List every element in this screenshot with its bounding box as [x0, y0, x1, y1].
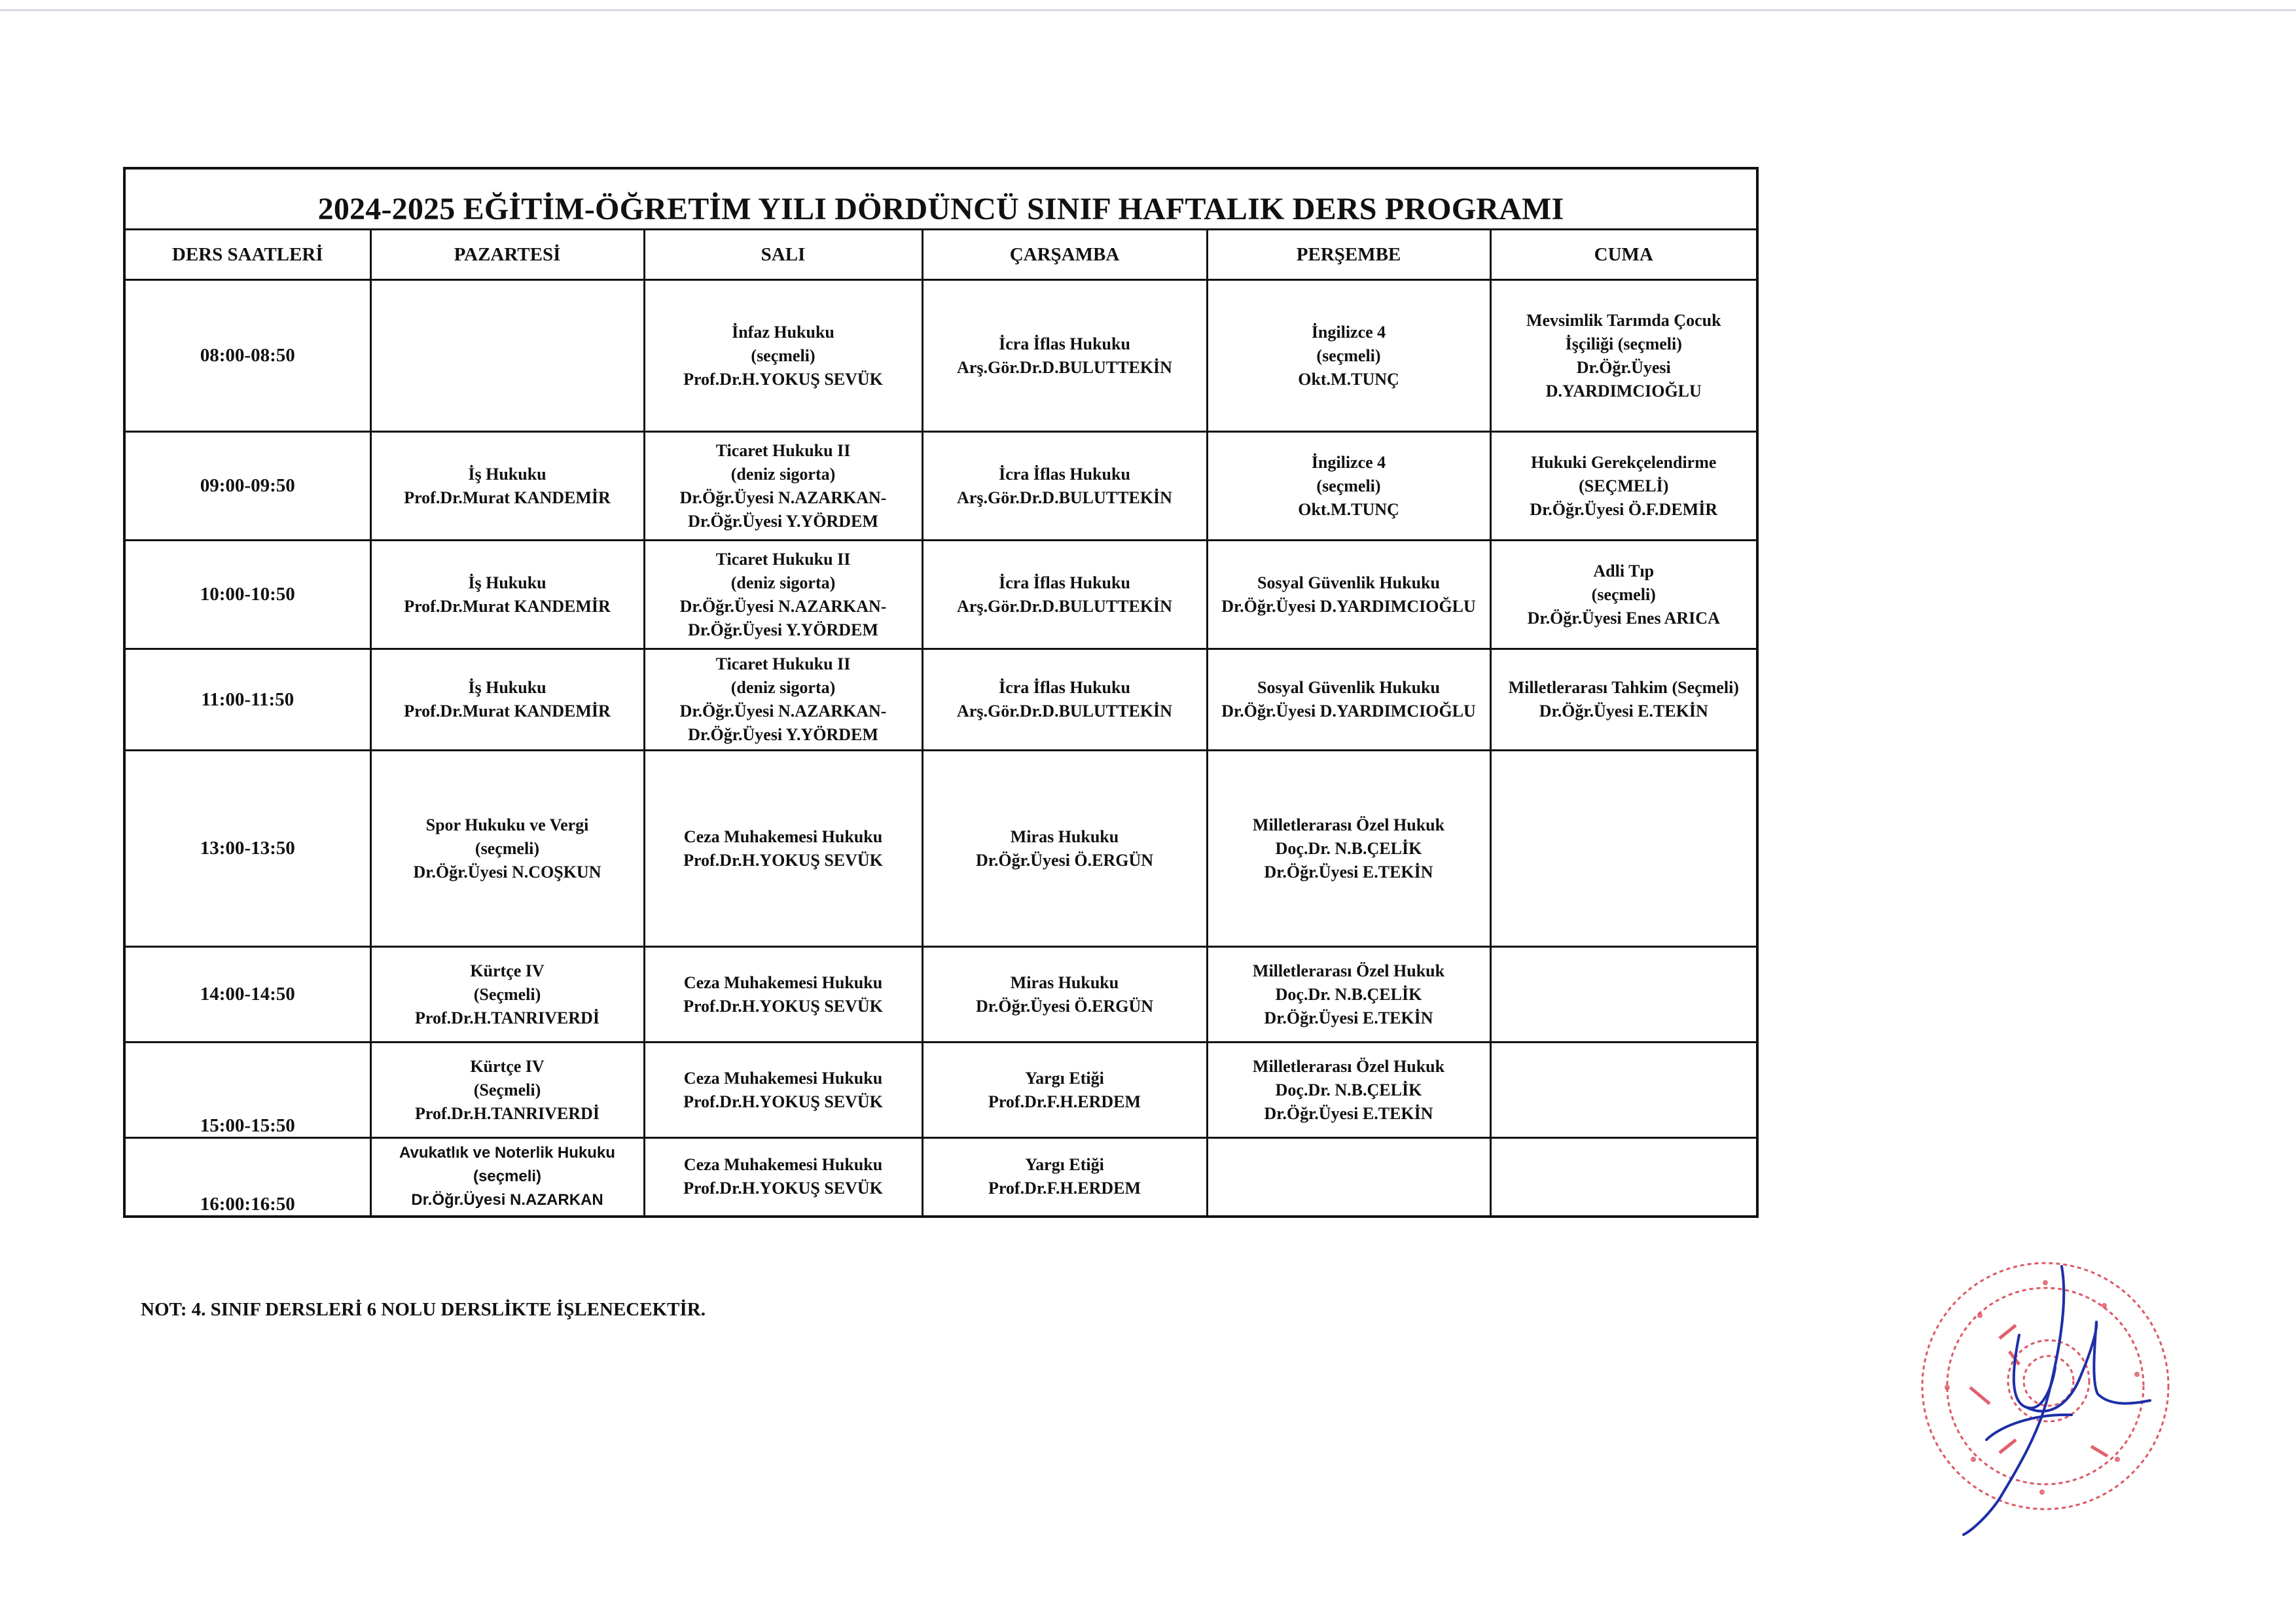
course-name: Ticaret Hukuku II: [715, 440, 851, 460]
course-cell-thursday: [1207, 947, 1490, 1043]
course-detail: Dr.Öğr.Üyesi E.TEKİN: [1264, 1103, 1433, 1123]
course-name: Yargı Etiği: [1025, 1068, 1104, 1088]
course-cell-tuesday: [644, 280, 922, 432]
official-seal-icon: [1901, 1243, 2196, 1544]
course-detail: Arş.Gör.Dr.D.BULUTTEKİN: [957, 357, 1172, 377]
course-detail: Prof.Dr.H.TANRIVERDİ: [415, 1008, 600, 1027]
course-detail: Dr.Öğr.Üyesi Ö.ERGÜN: [975, 996, 1154, 1016]
scan-top-edge: [0, 9, 2296, 11]
course-detail: Arş.Gör.Dr.D.BULUTTEKİN: [957, 702, 1172, 721]
course-cell-thursday: [1207, 280, 1490, 432]
course-name: Sosyal Güvenlik Hukuku: [1257, 573, 1440, 592]
course-detail: Prof.Dr.Murat KANDEMİR: [404, 488, 611, 507]
course-detail: Doç.Dr. N.B.ÇELİK: [1275, 838, 1422, 858]
course-name: Miras Hukuku: [1010, 972, 1119, 992]
course-cell-tuesday: [644, 649, 922, 751]
course-detail: (seçmeli): [473, 1168, 542, 1186]
course-cell-thursday: [1207, 541, 1490, 649]
course-name: İcra İflas Hukuku: [999, 464, 1130, 484]
course-cell-wednesday: [922, 432, 1207, 541]
course-detail: Prof.Dr.Murat KANDEMİR: [404, 596, 611, 616]
course-detail: (seçmeli): [751, 346, 816, 365]
header-wednesday: ÇARŞAMBA: [922, 230, 1207, 280]
course-name: İcra İflas Hukuku: [999, 334, 1130, 353]
course-detail: Doç.Dr. N.B.ÇELİK: [1275, 1080, 1422, 1099]
course-detail: Dr.Öğr.Üyesi N.AZARKAN-: [679, 596, 887, 616]
course-detail: Dr.Öğr.Üyesi N.AZARKAN-: [679, 488, 887, 507]
course-cell-thursday: [1207, 1138, 1490, 1217]
course-cell-monday: [370, 649, 644, 751]
course-detail: D.YARDIMCIOĞLU: [1545, 381, 1702, 401]
course-detail: (Seçmeli): [473, 1080, 541, 1099]
course-detail: Dr.Öğr.Üyesi N.COŞKUN: [413, 862, 601, 882]
course-cell-friday: [1490, 432, 1757, 541]
course-name: Milletlerarası Özel Hukuk: [1252, 815, 1445, 834]
course-name: Ticaret Hukuku II: [715, 654, 851, 673]
course-cell-tuesday: [644, 751, 922, 947]
course-cell-friday: [1490, 947, 1757, 1043]
course-cell-monday: [370, 1138, 644, 1217]
course-cell-wednesday: [922, 1043, 1207, 1138]
course-cell-wednesday: [922, 751, 1207, 947]
course-detail: Dr.Öğr.Üyesi Ö.ERGÜN: [975, 850, 1154, 870]
course-name: Kürtçe IV: [470, 1056, 545, 1076]
course-detail: Okt.M.TUNÇ: [1298, 499, 1399, 519]
course-cell-wednesday: [922, 947, 1207, 1043]
course-cell-thursday: [1207, 432, 1490, 541]
course-detail: Dr.Öğr.Üyesi N.AZARKAN-: [679, 702, 887, 721]
course-cell-monday: [370, 751, 644, 947]
schedule-title: 2024-2025 EĞİTİM-ÖĞRETİM YILI DÖRDÜNCÜ SINIF HAFTALIK DERS PROGRAMI: [124, 168, 1757, 230]
course-cell-wednesday: [922, 541, 1207, 649]
schedule-row: [124, 541, 1757, 649]
course-name: Yargı Etiği: [1025, 1155, 1104, 1175]
course-detail: Prof.Dr.H.YOKUŞ SEVÜK: [683, 369, 883, 389]
course-name: İngilizce 4: [1311, 452, 1386, 472]
course-name: Adli Tıp: [1593, 561, 1655, 580]
course-name: Hukuki Gerekçelendirme: [1531, 452, 1717, 472]
course-name: Milletlerarası Özel Hukuk: [1252, 1056, 1445, 1076]
course-detail: Arş.Gör.Dr.D.BULUTTEKİN: [957, 596, 1172, 616]
course-cell-wednesday: [922, 649, 1207, 751]
course-cell-friday: [1490, 1043, 1757, 1138]
course-detail: Dr.Öğr.Üyesi E.TEKİN: [1264, 862, 1433, 882]
course-detail: Okt.M.TUNÇ: [1298, 369, 1399, 389]
header-time: DERS SAATLERİ: [124, 230, 370, 280]
course-name: İcra İflas Hukuku: [999, 573, 1130, 592]
course-name: İcra İflas Hukuku: [999, 678, 1130, 697]
course-detail: Dr.Öğr.Üyesi D.YARDIMCIOĞLU: [1221, 702, 1476, 721]
schedule-row: [124, 947, 1757, 1043]
course-name: Milletlerarası Özel Hukuk: [1252, 961, 1445, 980]
course-name: İnfaz Hukuku: [732, 322, 834, 342]
time-slot: 13:00-13:50: [124, 751, 370, 947]
time-slot: 09:00-09:50: [124, 432, 370, 541]
header-row: [124, 230, 1757, 280]
course-detail: Dr.Öğr.Üyesi Ö.F.DEMİR: [1530, 499, 1718, 519]
course-detail: (deniz sigorta): [730, 464, 836, 484]
time-slot: 15:00-15:50: [124, 1043, 370, 1138]
classroom-note: NOT: 4. SINIF DERSLERİ 6 NOLU DERSLİKTE İŞLENECEKTİR.: [141, 1299, 706, 1320]
course-detail: Doç.Dr. N.B.ÇELİK: [1275, 984, 1422, 1004]
header-thursday: PERŞEMBE: [1207, 230, 1490, 280]
time-slot: 10:00-10:50: [124, 541, 370, 649]
schedule-row: [124, 432, 1757, 541]
course-cell-wednesday: [922, 1138, 1207, 1217]
time-slot: 11:00-11:50: [124, 649, 370, 751]
course-detail: Prof.Dr.F.H.ERDEM: [988, 1092, 1141, 1111]
course-cell-thursday: [1207, 649, 1490, 751]
course-detail: Prof.Dr.H.YOKUŞ SEVÜK: [683, 850, 883, 870]
course-detail: (deniz sigorta): [730, 573, 836, 592]
course-detail: Dr.Öğr.Üyesi E.TEKİN: [1264, 1008, 1433, 1027]
schedule-row: [124, 1043, 1757, 1138]
course-detail: Dr.Öğr.Üyesi Y.YÖRDEM: [688, 725, 878, 744]
course-cell-friday: [1490, 649, 1757, 751]
course-detail: Prof.Dr.H.YOKUŞ SEVÜK: [683, 1179, 883, 1198]
course-detail: Prof.Dr.H.YOKUŞ SEVÜK: [683, 1092, 883, 1111]
course-detail: Prof.Dr.F.H.ERDEM: [988, 1179, 1141, 1198]
course-detail: Prof.Dr.Murat KANDEMİR: [404, 702, 611, 721]
course-name: Sosyal Güvenlik Hukuku: [1257, 678, 1440, 697]
course-name: İş Hukuku: [468, 678, 547, 697]
course-name: Milletlerarası Tahkim (Seçmeli): [1508, 678, 1739, 697]
schedule-row: [124, 751, 1757, 947]
course-name: İş Hukuku: [468, 573, 547, 592]
course-name: Mevsimlik Tarımda Çocuk: [1526, 310, 1721, 330]
course-cell-monday: [370, 541, 644, 649]
course-detail: Dr.Öğr.Üyesi E.TEKİN: [1539, 702, 1708, 721]
course-detail: (seçmeli): [1591, 584, 1656, 604]
course-detail: Dr.Öğr.Üyesi: [1576, 357, 1671, 377]
course-detail: (seçmeli): [475, 838, 540, 858]
weekly-schedule-table: [123, 167, 1759, 1218]
course-detail: Arş.Gör.Dr.D.BULUTTEKİN: [957, 488, 1172, 507]
time-slot: 16:00:16:50: [124, 1138, 370, 1217]
course-cell-tuesday: [644, 1043, 922, 1138]
course-name: Spor Hukuku ve Vergi: [425, 815, 589, 834]
course-cell-friday: [1490, 751, 1757, 947]
course-name: Miras Hukuku: [1010, 827, 1119, 846]
course-cell-monday: [370, 947, 644, 1043]
course-cell-monday: [370, 1043, 644, 1138]
course-cell-tuesday: [644, 541, 922, 649]
course-cell-wednesday: [922, 280, 1207, 432]
course-detail: (seçmeli): [1316, 476, 1381, 495]
header-friday: CUMA: [1490, 230, 1757, 280]
course-cell-tuesday: [644, 1138, 922, 1217]
course-detail: Dr.Öğr.Üyesi D.YARDIMCIOĞLU: [1221, 596, 1476, 616]
course-name: Avukatlık ve Noterlik Hukuku: [399, 1144, 615, 1162]
course-name: Ceza Muhakemesi Hukuku: [683, 1068, 883, 1088]
course-name: Kürtçe IV: [470, 961, 545, 980]
header-tuesday: SALI: [644, 230, 922, 280]
schedule-row: [124, 649, 1757, 751]
course-name: Ceza Muhakemesi Hukuku: [683, 1155, 883, 1175]
time-slot: 14:00-14:50: [124, 947, 370, 1043]
course-cell-friday: [1490, 541, 1757, 649]
course-detail: Prof.Dr.H.YOKUŞ SEVÜK: [683, 996, 883, 1016]
course-name: Ceza Muhakemesi Hukuku: [683, 972, 883, 992]
schedule-row: [124, 280, 1757, 432]
course-cell-friday: [1490, 280, 1757, 432]
course-detail: Prof.Dr.H.TANRIVERDİ: [415, 1103, 600, 1123]
time-slot: 08:00-08:50: [124, 280, 370, 432]
course-name: İngilizce 4: [1311, 322, 1386, 342]
course-detail: (seçmeli): [1316, 346, 1381, 365]
course-cell-tuesday: [644, 947, 922, 1043]
course-cell-monday: [370, 432, 644, 541]
course-name: İş Hukuku: [468, 464, 547, 484]
course-name: Ceza Muhakemesi Hukuku: [683, 827, 883, 846]
schedule-row: [124, 1138, 1757, 1217]
course-detail: Dr.Öğr.Üyesi Enes ARICA: [1527, 608, 1720, 628]
course-detail: (deniz sigorta): [730, 678, 836, 697]
course-name: Ticaret Hukuku II: [715, 549, 851, 569]
course-cell-thursday: [1207, 751, 1490, 947]
course-cell-tuesday: [644, 432, 922, 541]
course-cell-monday: [370, 280, 644, 432]
course-detail: Dr.Öğr.Üyesi Y.YÖRDEM: [688, 620, 878, 639]
course-detail: İşçiliği (seçmeli): [1565, 334, 1682, 353]
header-monday: PAZARTESİ: [370, 230, 644, 280]
course-cell-friday: [1490, 1138, 1757, 1217]
course-detail: Dr.Öğr.Üyesi Y.YÖRDEM: [688, 511, 878, 531]
course-detail: Dr.Öğr.Üyesi N.AZARKAN: [411, 1191, 603, 1209]
course-cell-thursday: [1207, 1043, 1490, 1138]
course-detail: (SEÇMELİ): [1579, 476, 1669, 495]
course-detail: (Seçmeli): [473, 984, 541, 1004]
